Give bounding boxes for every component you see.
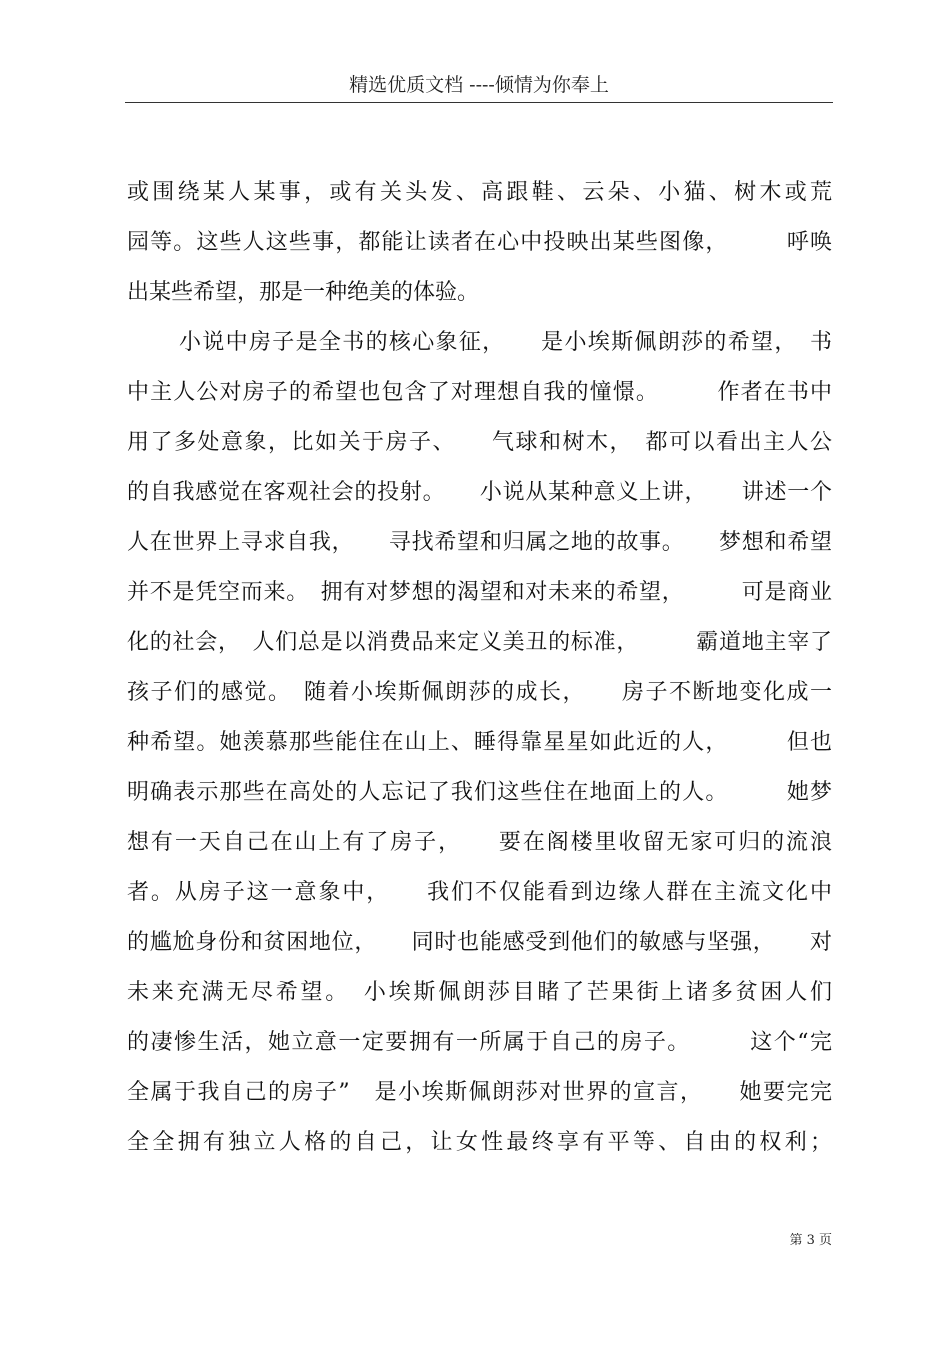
text-line: 者。从房子这一意象中， 我们不仅能看到边缘人群在主流文化中 — [127, 880, 832, 905]
text-line: 明确表示那些在高处的人忘记了我们这些住在地面上的人。 她梦 — [127, 780, 832, 805]
text-line: 化的社会， 人们总是以消费品来定义美丑的标准， 霸道地主宰了 — [127, 630, 832, 655]
text-line: 中主人公对房子的希望也包含了对理想自我的憧憬。 作者在书中 — [127, 380, 832, 405]
text-line: 出某些希望，那是一种绝美的体验。 — [127, 280, 480, 305]
text-line: 全属于我自己的房子” 是小埃斯佩朗莎对世界的宣言， 她要完完 — [127, 1080, 832, 1105]
page-header-title: 精选优质文档 ----倾情为你奉上 — [349, 74, 609, 96]
text-line: 全全拥有独立人格的自己，让女性最终享有平等、自由的权利； — [127, 1130, 832, 1155]
text-line: 种希望。她羡慕那些能住在山上、睡得靠星星如此近的人， 但也 — [127, 730, 832, 755]
text-line: 园等。这些人这些事，都能让读者在心中投映出某些图像， 呼唤 — [127, 230, 832, 255]
text-line: 未来充满无尽希望。 小埃斯佩朗莎目睹了芒果街上诸多贫困人们 — [127, 980, 832, 1005]
text-line: 并不是凭空而来。 拥有对梦想的渴望和对未来的希望， 可是商业 — [127, 580, 832, 605]
text-line: 人在世界上寻求自我， 寻找希望和归属之地的故事。 梦想和希望 — [127, 530, 832, 555]
text-line: 小说中房子是全书的核心象征， 是小埃斯佩朗莎的希望， 书 — [179, 330, 832, 355]
text-line: 用了多处意象，比如关于房子、 气球和树木， 都可以看出主人公 — [127, 430, 832, 455]
text-line: 的尴尬身份和贫困地位， 同时也能感受到他们的敏感与坚强， 对 — [127, 930, 832, 955]
text-line: 或围绕某人某事，或有关头发、高跟鞋、云朵、小猫、树木或荒 — [127, 180, 832, 205]
header-divider — [125, 102, 833, 103]
page-number: 第 3 页 — [789, 1233, 832, 1248]
text-line: 的自我感觉在客观社会的投射。 小说从某种意义上讲， 讲述一个 — [127, 480, 832, 505]
text-line: 孩子们的感觉。 随着小埃斯佩朗莎的成长， 房子不断地变化成一 — [127, 680, 832, 705]
text-line: 的凄惨生活，她立意一定要拥有一所属于自己的房子。 这个“完 — [127, 1030, 832, 1055]
text-line: 想有一天自己在山上有了房子， 要在阁楼里收留无家可归的流浪 — [127, 830, 832, 855]
